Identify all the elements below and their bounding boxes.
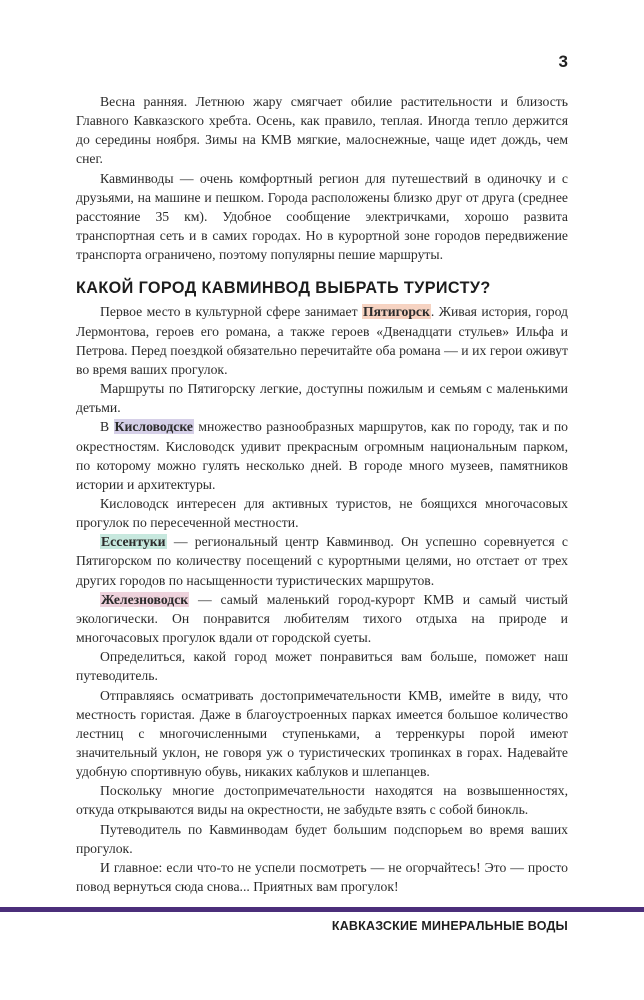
- paragraph-binoculars: Поскольку многие достопримечательности находятся на возвышенностях, откуда открываются виды на окрестности, не забудьте взять с собой бинокль.: [76, 783, 568, 818]
- running-footer-title: КАВКАЗСКИЕ МИНЕРАЛЬНЫЕ ВОДЫ: [331, 919, 568, 933]
- paragraph-helper: Путеводитель по Кавминводам будет большим подспорьем во время ваших прогулок.: [76, 821, 568, 856]
- kislovodsk-text-after: множество разнообразных маршрутов, как по городу, так и по окрестностям. Кисловодск удивит прекрасным огромным национальным парком, по которому можно гулять несколько дней. В городе много музеев, памятников истории и архитектуры.: [76, 419, 568, 492]
- paragraph-travel: Кавминводы — очень комфортный регион для путешествий в одиночку и с друзьями, на машине и пешком. Города расположены близко друг от друга (среднее расстояние 35 км). Удобное сообщение электричками, хорошо развита транспортная сеть и в самих городах. Но в курортной зоне городов передвижение транспорта ограничено, поэтому популярны пешие маршруты.: [76, 170, 568, 263]
- kislovodsk-highlight: Кисловодске: [114, 419, 193, 435]
- paragraph-kislovodsk: [76, 417, 568, 494]
- pyatigorsk-text-before: Первое место в культурной сфере занимает: [100, 304, 362, 320]
- footer-divider-bar: [0, 907, 644, 912]
- yessentuki-text-after: — региональный центр Кавминвод. Он успешно соревнуется с Пятигорском по количеству посещений с курортными целями, но отстает от трех других городов по насыщенности туристических маршрутов.: [76, 534, 568, 588]
- paragraph-climate: Весна ранняя. Летнюю жару смягчает обилие растительности и близость Главного Кавказского хребта. Осень, как правило, теплая. Иногда тепло держится до середины ноября. Зимы на КМВ мягкие, малоснежные, чаще идет дождь, чем снег.: [76, 94, 568, 167]
- paragraph-guide: Определиться, какой город может понравиться вам больше, поможет наш путеводитель.: [76, 649, 568, 684]
- paragraph-farewell: И главное: если что-то не успели посмотреть — не огорчайтесь! Это — просто повод вернуться сюда снова... Приятных вам прогулок!: [76, 859, 568, 895]
- paragraph-terrain: Отправляясь осматривать достопримечательности КМВ, имейте в виду, что местность гористая. Даже в благоустроенных парках имеется большое количество лестниц с многочисленными ступеньками, а терренкуры порой имеют значительный уклон, не говоря уж о туристических тропинках в горах. Надевайте удобную спортивную обувь, никаких каблуков и шлепанцев.: [76, 687, 568, 780]
- pyatigorsk-text-after: . Живая история, город Лермонтова, героев его романа, а также героев «Двенадцати стульев» Ильфа и Петрова. Перед поездкой обязательно перечитайте оба романа — и их герои оживут во время ваших прогулок.: [76, 304, 568, 377]
- paragraph-kislovodsk-active: Кисловодск интересен для активных туристов, не боящихся многочасовых прогулок по пересеченной местности.: [76, 495, 568, 531]
- paragraph-pyatigorsk: [76, 302, 568, 379]
- paragraph-zheleznovodsk: [76, 590, 568, 647]
- paragraph-pyatigorsk-routes: Маршруты по Пятигорску легкие, доступны пожилым и семьям с маленькими детьми.: [76, 381, 568, 416]
- zheleznovodsk-text-after: — самый маленький город-курорт КМВ и самый чистый экологически. Он понравится любителям тихого отдыха на природе и многочасовых прогулок вдали от городской суеты.: [76, 591, 568, 646]
- main-text: [76, 92, 568, 896]
- pyatigorsk-highlight: Пятигорск: [362, 304, 430, 320]
- page-number: 3: [558, 52, 568, 71]
- paragraph-yessentuki: [76, 532, 568, 589]
- yessentuki-highlight: Ессентуки: [101, 534, 166, 550]
- section-heading: КАКОЙ ГОРОД КАВМИНВОД ВЫБРАТЬ ТУРИСТУ?: [76, 279, 491, 298]
- kislovodsk-text-before: В: [100, 419, 114, 435]
- zheleznovodsk-highlight: Железноводск: [101, 591, 189, 607]
